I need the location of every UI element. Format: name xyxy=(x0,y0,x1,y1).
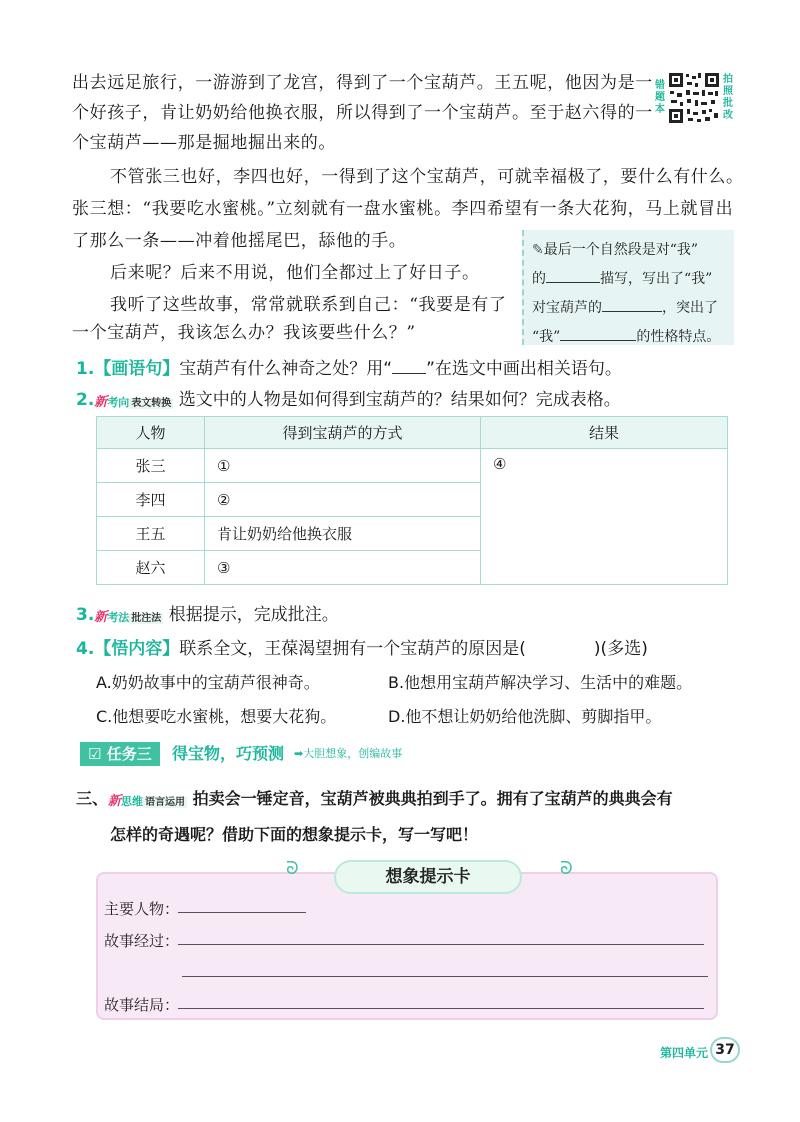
table-cell-method[interactable]: ① xyxy=(205,449,481,483)
note-line-1: 最后一个自然段是对“我” xyxy=(543,242,699,258)
q4-text: 联系全文，王葆渴望拥有一个宝葫芦的原因是( )(多选) xyxy=(179,639,648,659)
imagination-card xyxy=(96,872,718,1020)
q4-option-c[interactable]: C.他想要吃水蜜桃，想要大花狗。 xyxy=(96,707,337,726)
card-input-process-2[interactable] xyxy=(182,976,708,977)
table-row xyxy=(97,449,728,483)
table-cell-name: 王五 xyxy=(97,517,205,551)
table-header-row xyxy=(97,417,728,449)
note-line-3a: 对宝葫芦的 xyxy=(532,300,602,316)
passage-line-1: 出去远足旅行，一游游到了龙宫，得到了一个宝葫芦。王五呢，他因为是一 xyxy=(72,73,653,93)
card-field-ending: 故事结局： xyxy=(104,996,180,1014)
note-blank-3[interactable] xyxy=(560,325,636,341)
q4-option-a[interactable]: A.奶奶故事中的宝葫芦很神奇。 xyxy=(96,673,320,692)
section-3-line-2: 怎样的奇遇呢？借助下面的想象提示卡，写一写吧！ xyxy=(110,825,479,844)
q1-text-a: 宝葫芦有什么神奇之处？用“ xyxy=(179,359,393,379)
passage-line-9: 一个宝葫芦，我该怎么办？我该要些什么？” xyxy=(72,323,416,343)
passage-line-6: 了那么一条——冲着他摇尾巴，舔他的手。 xyxy=(72,231,407,251)
note-line-4b: 的性格特点。 xyxy=(636,329,721,345)
passage-line-2: 个好孩子，肯让奶奶给他换衣服，所以得到了一个宝葫芦。至于赵六得的一 xyxy=(72,103,653,123)
q1-number: 1. xyxy=(76,359,95,379)
card-input-character[interactable] xyxy=(178,912,306,913)
question-2 xyxy=(76,385,621,410)
unit-label: 第四单元 xyxy=(660,1046,709,1060)
q2-text: 选文中的人物是如何得到宝葫芦的？结果如何？完成表格。 xyxy=(178,390,621,410)
task-hint: ➡大胆想象，创编故事 xyxy=(294,747,403,760)
table-cell-name: 张三 xyxy=(97,449,205,483)
table-header-person: 人物 xyxy=(97,417,205,449)
note-line-2b: 描写，写出了“我” xyxy=(600,271,713,287)
note-blank-2[interactable] xyxy=(602,296,662,312)
qr-left-label: 错题本 xyxy=(655,80,665,115)
task-title: 得宝物，巧预测 xyxy=(172,744,285,763)
passage-line-4: 不管张三也好，李四也好，一得到了这个宝葫芦，可就幸福极了，要什么有什么。 xyxy=(110,167,744,187)
pencil-icon: ✎ xyxy=(532,242,544,258)
table-cell-method: 肯让奶奶给他换衣服 xyxy=(205,517,481,551)
section-3-number: 三、 xyxy=(76,789,109,808)
q3-new-badge: 新考法 批注法 xyxy=(94,609,162,625)
task-label: 任务三 xyxy=(106,745,152,763)
q4-number: 4. xyxy=(76,639,95,659)
note-line-2a: 的 xyxy=(532,271,546,287)
q4-tag: 【悟内容】 xyxy=(94,639,180,659)
passage-line-8: 我听了这些故事，常常就联系到自己：“我要是有了 xyxy=(110,295,507,315)
table-cell-method[interactable]: ② xyxy=(205,483,481,517)
question-3 xyxy=(76,600,339,625)
card-field-process: 故事经过： xyxy=(104,932,180,950)
table-cell-result[interactable]: ④ xyxy=(481,449,728,585)
q2-new-badge: 新考向 表文转换 xyxy=(94,394,172,410)
note-blank-1[interactable] xyxy=(546,267,600,283)
q3-number: 3. xyxy=(76,605,95,625)
question-1 xyxy=(76,354,622,379)
answer-table xyxy=(96,416,728,585)
table-header-method: 得到宝葫芦的方式 xyxy=(205,417,481,449)
page-number: 37 xyxy=(710,1037,740,1063)
card-input-ending[interactable] xyxy=(178,1008,704,1009)
q4-option-d[interactable]: D.他不想让奶奶给他洗脚、剪脚指甲。 xyxy=(388,707,662,726)
annotation-note xyxy=(522,230,734,345)
note-line-3b: ，突出了 xyxy=(662,300,718,316)
card-title: 想象提示卡 xyxy=(334,860,522,894)
note-line-4a: “我” xyxy=(532,329,561,345)
table-cell-name: 赵六 xyxy=(97,551,205,585)
swirl-right-icon: ᘐ xyxy=(560,858,573,879)
checkbox-icon: ☑ xyxy=(88,745,102,763)
card-input-process-1[interactable] xyxy=(178,944,704,945)
qr-code-icon xyxy=(668,72,720,124)
passage-line-5: 张三想：“我要吃水蜜桃。”立刻就有一盘水蜜桃。李四希望有一条大花狗，马上就冒出 xyxy=(72,199,734,219)
q1-tag: 【画语句】 xyxy=(94,359,180,379)
task-banner xyxy=(80,742,160,766)
swirl-left-icon: ᘐ xyxy=(286,858,299,879)
qr-code[interactable] xyxy=(668,72,720,124)
table-header-result: 结果 xyxy=(481,417,728,449)
passage-line-3: 个宝葫芦——那是掘地掘出来的。 xyxy=(72,133,336,153)
q1-line-sample xyxy=(392,362,426,374)
passage-line-7: 后来呢？后来不用说，他们全都过上了好日子。 xyxy=(110,263,480,283)
table-cell-method[interactable]: ③ xyxy=(205,551,481,585)
qr-right-label: 拍照批改 xyxy=(723,74,733,121)
section-3-line-1: 拍卖会一锤定音，宝葫芦被典典拍到手了。拥有了宝葫芦的典典会有 xyxy=(192,789,673,808)
section-3-prompt xyxy=(76,786,673,809)
q3-text: 根据提示，完成批注。 xyxy=(168,605,339,625)
question-4 xyxy=(76,634,648,659)
q4-option-b[interactable]: B.他想用宝葫芦解决学习、生活中的难题。 xyxy=(388,673,693,692)
q1-text-b: ”在选文中画出相关语句。 xyxy=(426,359,622,379)
table-cell-name: 李四 xyxy=(97,483,205,517)
card-field-character: 主要人物： xyxy=(104,900,180,918)
q2-number: 2. xyxy=(76,390,95,410)
section-3-new-badge: 新思维 语言运用 xyxy=(108,794,186,809)
